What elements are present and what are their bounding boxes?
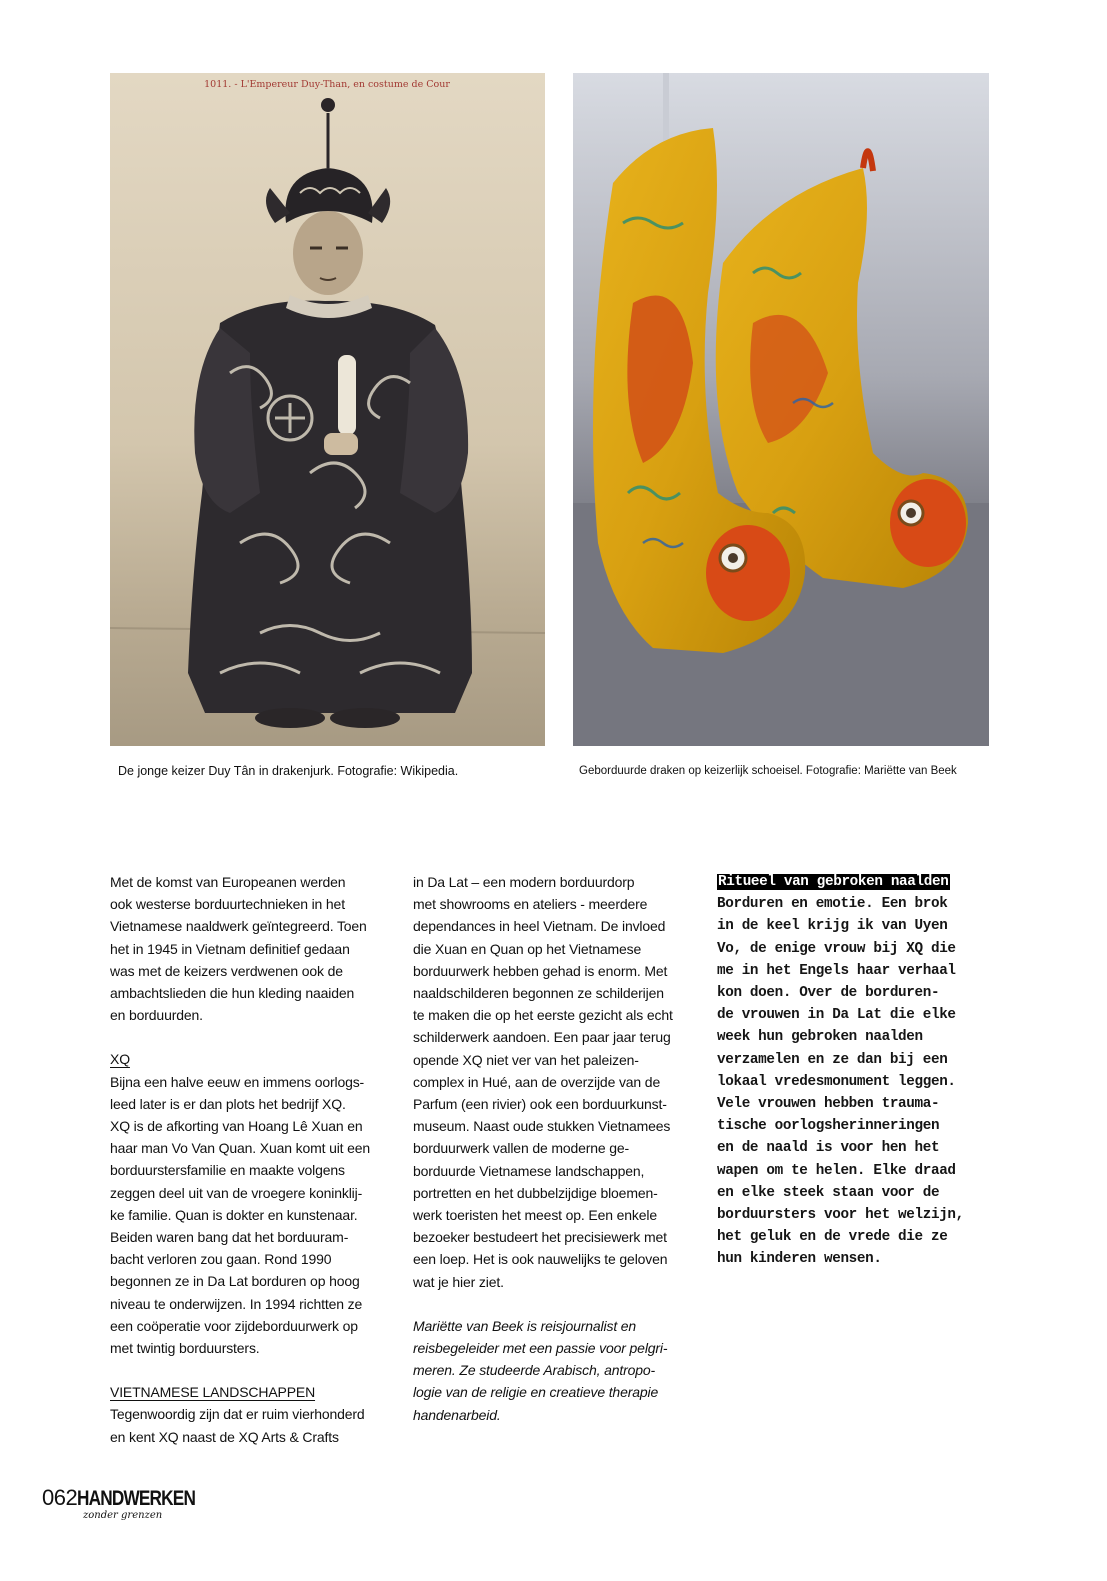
text-line: lokaal vredesmonument leggen.: [717, 1073, 956, 1090]
author-bio: [413, 1315, 698, 1426]
text-line: ke familie. Quan is dokter en kunstenaar.: [110, 1206, 358, 1223]
text-line: ambachtslieden die hun kleding naaiden: [110, 985, 355, 1002]
text-line: het geluk en de vrede die ze: [717, 1229, 948, 1246]
text-line: bacht verloren zou gaan. Rond 1990: [110, 1251, 332, 1268]
text-line: de vrouwen in Da Lat die elke: [717, 1007, 956, 1024]
text-line: meren. Ze studeerde Arabisch, antropo-: [413, 1362, 656, 1379]
magazine-logo: HANDWERKEN: [77, 1487, 196, 1510]
text-line: een coöperatie voor zijdeborduurwerk op: [110, 1317, 358, 1334]
section-heading-xq: XQ: [110, 1051, 130, 1068]
text-line: en de naald is voor hen het: [717, 1140, 940, 1157]
text-line: tische oorlogsherinneringen: [717, 1118, 940, 1135]
text-line: Mariëtte van Beek is reisjournalist en: [413, 1317, 637, 1334]
text-line: Tegenwoordig zijn dat er ruim vierhonderd: [110, 1406, 365, 1423]
text-line: naaldschilderen begonnen ze schilderijen: [413, 985, 664, 1002]
text-line: leed later is er dan plots het bedrijf XQ.: [110, 1095, 346, 1112]
text-line: en elke steek staan voor de: [717, 1184, 940, 1201]
sidebar-column: [717, 871, 997, 1271]
section-heading-landschappen: VIETNAMESE LANDSCHAPPEN: [110, 1384, 316, 1401]
text-line: borduurde Vietnamese landschappen,: [413, 1162, 645, 1179]
text-line: haar man Vo Van Quan. Xuan komt uit een: [110, 1140, 371, 1157]
boots-illustration: [573, 73, 989, 746]
postcard-title: 1011. - L'Empereur Duy-Than, en costume de Cour: [204, 79, 450, 90]
text-line: verzamelen en ze dan bij een: [717, 1051, 948, 1068]
left-photo-caption: De jonge keizer Duy Tân in drakenjurk. Fotografie: Wikipedia.: [118, 764, 459, 778]
text-line: in Da Lat – een modern borduurdorp: [413, 874, 635, 890]
continued-paragraph: [413, 871, 698, 1293]
text-line: begonnen ze in Da Lat borduren op hoog: [110, 1273, 360, 1290]
text-line: een loep. Het is ook nauwelijks te geloven: [413, 1251, 668, 1268]
boots-photo: [573, 73, 989, 746]
text-line: te maken die op het eerste gezicht als echt: [413, 1007, 673, 1024]
text-line: zeggen deel uit van de vroegere koninklij-: [110, 1184, 363, 1201]
intro-paragraph: [110, 871, 395, 1026]
xq-paragraph: [110, 1071, 395, 1360]
text-line: Met de komst van Europeanen werden: [110, 874, 346, 890]
text-line: en kent XQ naast de XQ Arts & Crafts: [110, 1428, 339, 1445]
text-line: opende XQ niet ver van het paleizen-: [413, 1051, 639, 1068]
text-line: Vo, de enige vrouw bij XQ die: [717, 940, 956, 957]
text-line: borduurstersfamilie en maakte volgens: [110, 1162, 345, 1179]
text-line: borduursters voor het welzijn,: [717, 1207, 964, 1224]
text-line: reisbegeleider met een passie voor pelgri-: [413, 1340, 668, 1357]
text-line: week hun gebroken naalden: [717, 1029, 923, 1046]
text-line: museum. Naast oude stukken Vietnamees: [413, 1118, 671, 1135]
text-line: werk toeristen het meest op. Een enkele: [413, 1207, 657, 1224]
text-line: complex in Hué, aan de overzijde van de: [413, 1073, 661, 1090]
text-line: Parfum (een rivier) ook een borduurkunst-: [413, 1096, 667, 1113]
text-line: niveau te onderwijzen. In 1994 richtten ze: [110, 1295, 363, 1312]
text-line: en borduurden.: [110, 1007, 203, 1024]
magazine-tagline: zonder grenzen: [83, 1510, 163, 1521]
emperor-illustration: [110, 73, 545, 746]
emperor-photo: [110, 73, 545, 746]
text-line: handenarbeid.: [413, 1406, 501, 1423]
text-line: bezoeker bestudeert het precisiewerk met: [413, 1229, 667, 1246]
text-line: Vietnamese naaldwerk geïntegreerd. Toen: [110, 918, 367, 935]
text-line: kon doen. Over de borduren-: [717, 985, 940, 1002]
text-line: die Xuan en Quan op het Vietnamese: [413, 940, 642, 957]
text-line: wapen om te helen. Elke draad: [717, 1162, 956, 1179]
text-line: logie van de religie en creatieve therapie: [413, 1384, 659, 1401]
sidebar-paragraph: [717, 893, 997, 1270]
article-column-2: [413, 871, 698, 1426]
text-line: was met de keizers verdwenen ook de: [110, 962, 343, 979]
text-line: Vele vrouwen hebben trauma-: [717, 1096, 940, 1113]
text-line: Borduren en emotie. Een brok: [717, 896, 948, 913]
text-line: portretten en het dubbelzijdige bloemen-: [413, 1184, 658, 1201]
page-number: 062: [42, 1485, 78, 1510]
text-line: hun kinderen wensen.: [717, 1251, 882, 1268]
text-line: wat je hier ziet.: [413, 1273, 504, 1290]
text-line: Beiden waren bang dat het borduuram-: [110, 1229, 349, 1246]
text-line: borduurwerk vallen de moderne ge-: [413, 1140, 630, 1157]
right-photo-caption: Geborduurde draken op keizerlijk schoeisel. Fotografie: Mariëtte van Beek: [579, 765, 957, 777]
article-column-1: [110, 871, 395, 1448]
text-line: het in 1945 in Vietnam definitief gedaan: [110, 940, 350, 957]
text-line: met twintig borduursters.: [110, 1340, 260, 1357]
text-line: ook westerse borduurtechnieken in het: [110, 896, 345, 913]
landschappen-paragraph: [110, 1403, 395, 1447]
text-line: schilderwerk aandoen. Een paar jaar terug: [413, 1029, 671, 1046]
text-line: XQ is de afkorting van Hoang Lê Xuan en: [110, 1118, 363, 1135]
text-line: in de keel krijg ik van Uyen: [717, 918, 948, 935]
page-footer: [42, 1485, 221, 1521]
text-line: Bijna een halve eeuw en immens oorlogs-: [110, 1073, 365, 1090]
text-line: me in het Engels haar verhaal: [717, 962, 956, 979]
text-line: met showrooms en ateliers - meerdere: [413, 896, 648, 913]
text-line: dependances in heel Vietnam. De invloed: [413, 918, 666, 935]
sidebar-heading: Ritueel van gebroken naalden: [718, 874, 949, 890]
text-line: borduurwerk hebben gehad is enorm. Met: [413, 962, 668, 979]
